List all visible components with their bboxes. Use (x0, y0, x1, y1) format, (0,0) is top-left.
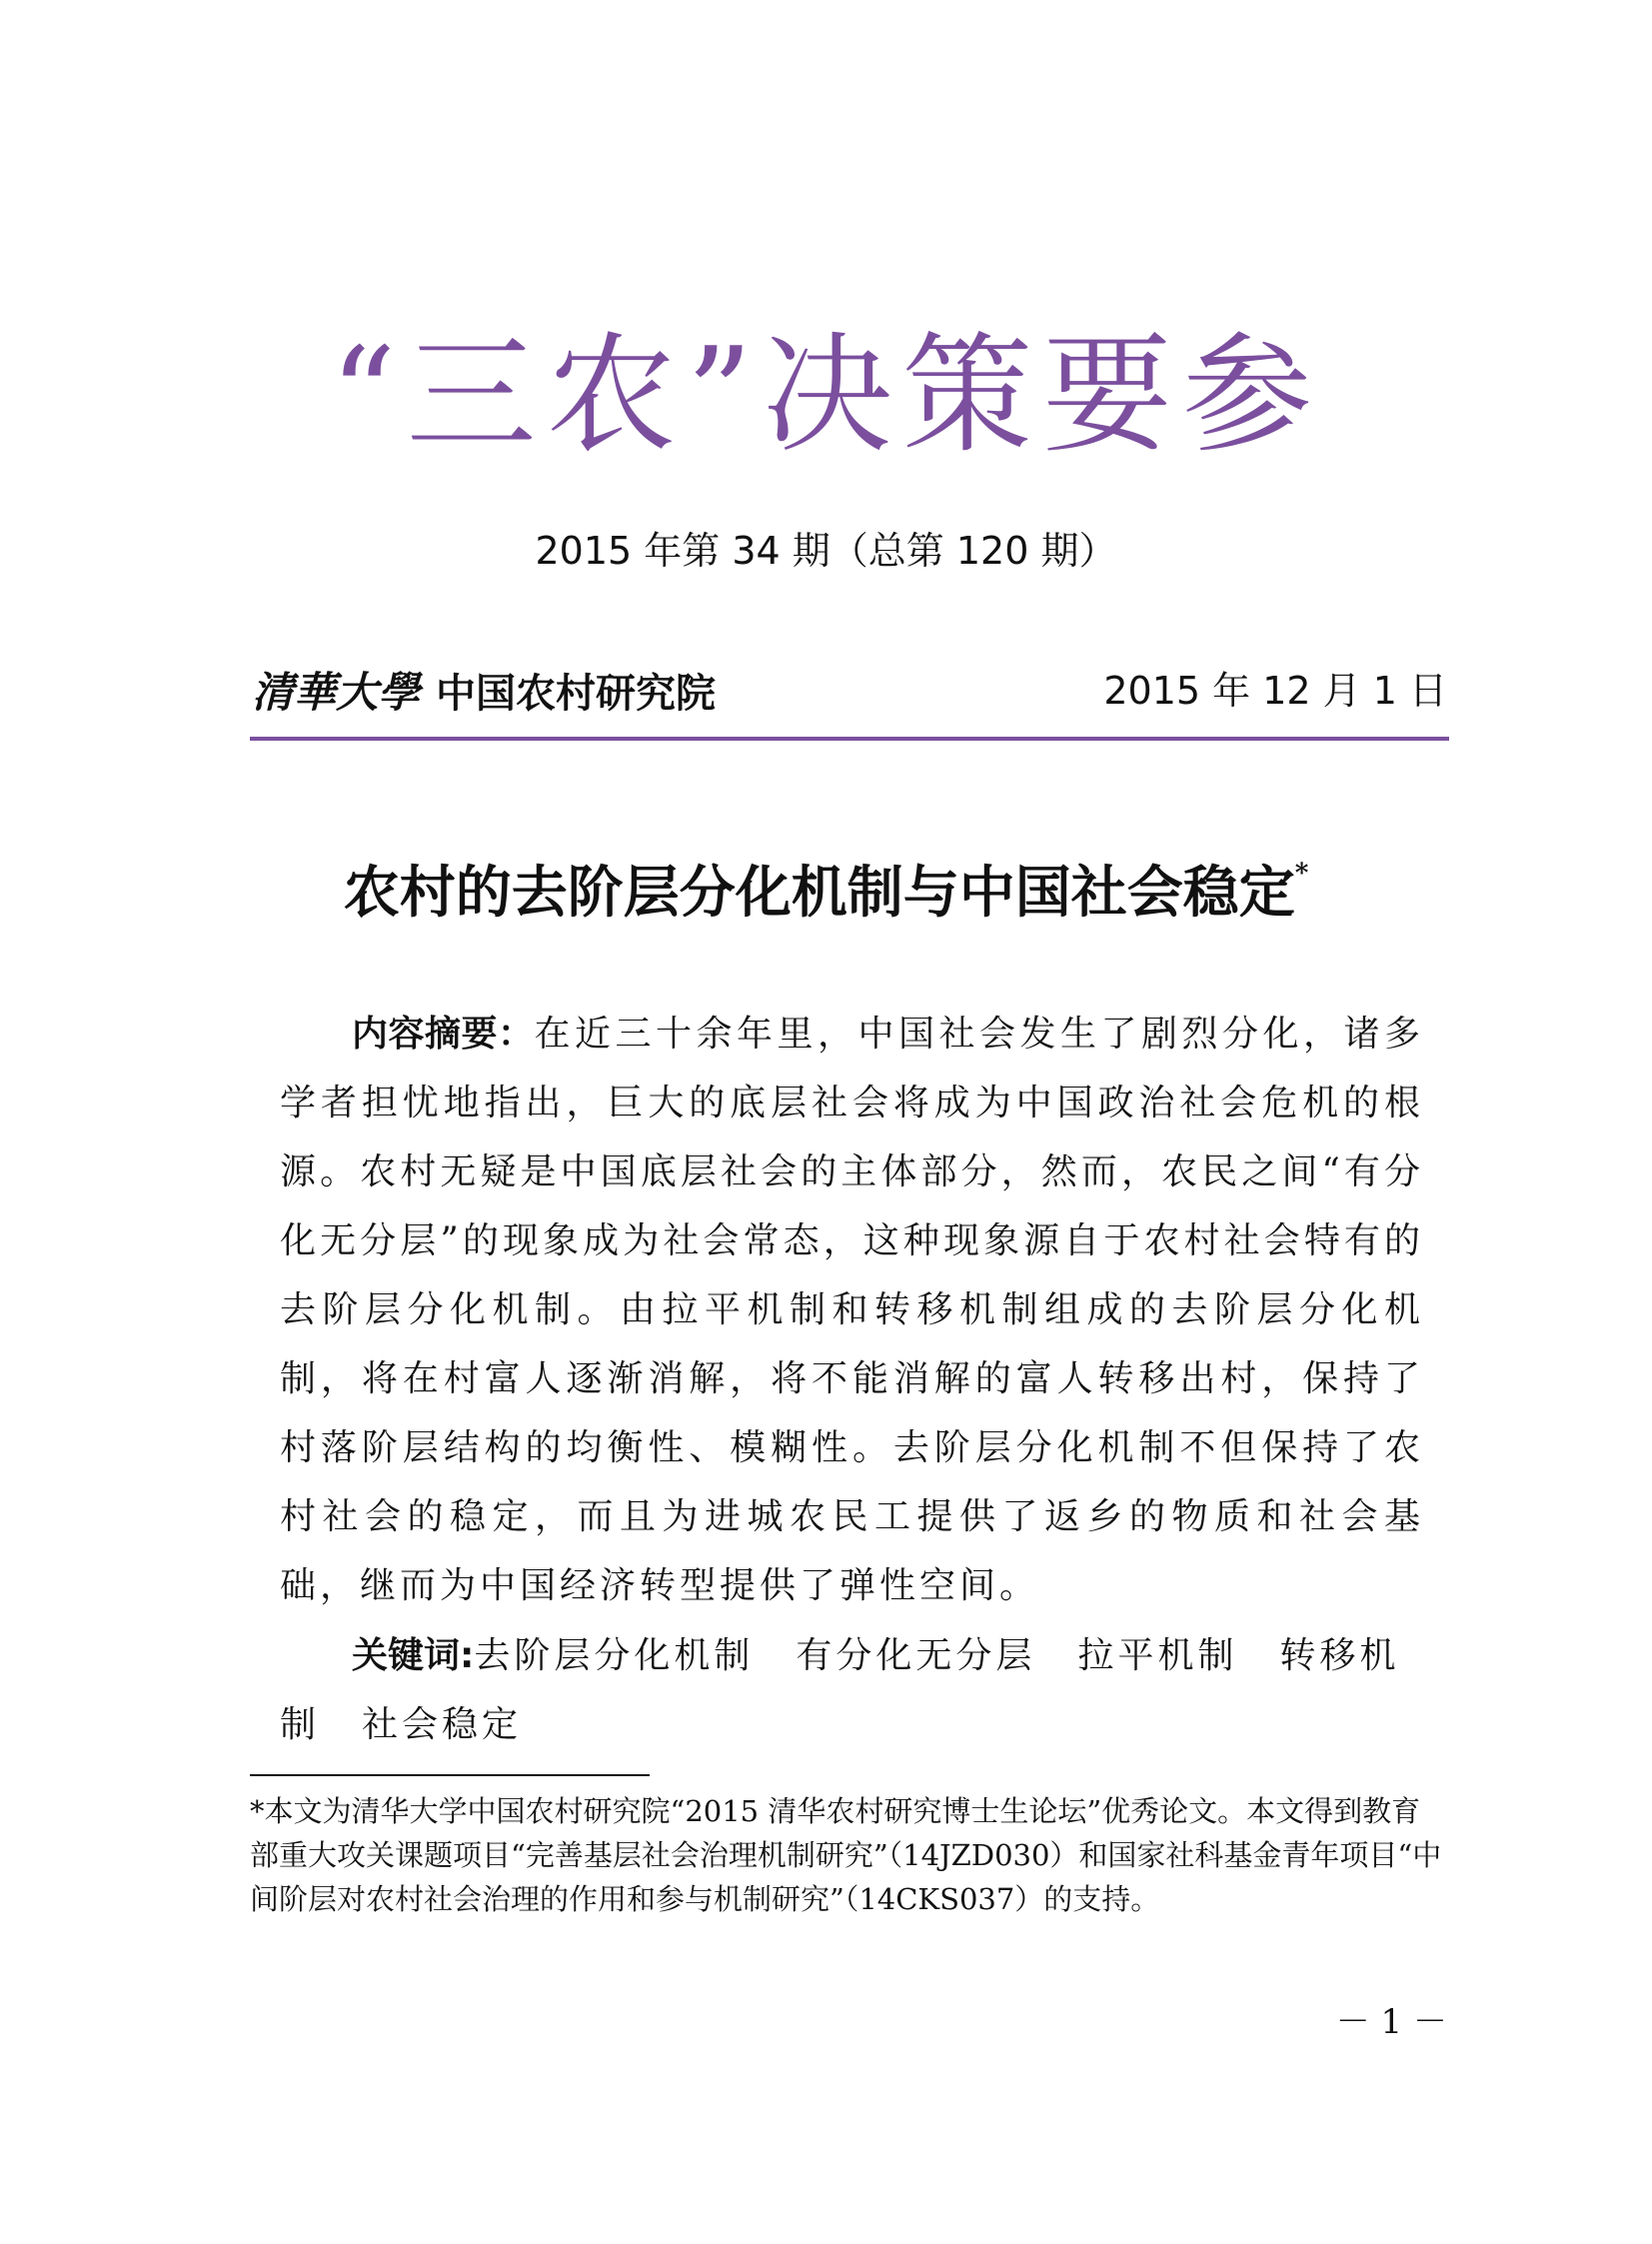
keyword-item: 有分化无分层 (796, 1635, 1036, 1676)
abstract-text: 在近三十余年里，中国社会发生了剧烈分化，诸多学者担忧地指出，巨大的底层社会将成为中国政治社会危机的根源。农村无疑是中国底层社会的主体部分，然而，农民之间“有分化无分层”的现象成为社会常态，这种现象源自于农村社会特有的去阶层分化机制。由拉平机制和转移机制组成的去阶层分化机制，将在村富人逐渐消解，将不能消解的富人转移出村，保持了村落阶层结构的均衡性、模糊性。去阶层分化机制不但保持了农村社会的稳定，而且为进城农民工提供了返乡的物质和社会基础，继而为中国经济转型提供了弹性空间。 (280, 1014, 1424, 1606)
header-rule (250, 737, 1449, 741)
keywords (280, 1621, 1424, 1759)
keyword-item: 拉平机制 (1077, 1635, 1238, 1676)
abstract (280, 1000, 1424, 1620)
footnote-marker: * (1294, 859, 1309, 889)
article-title (0, 859, 1652, 926)
footnote: *本文为清华大学中国农村研究院“2015 清华农村研究博士生论坛”优秀论文。本文得到教育部重大攻关课题项目“完善基层社会治理机制研究”（14JZD030）和国家社科基金青年项目“中间阶层对农村社会治理的作用和参与机制研究”（14CKS037）的支持。 (250, 1794, 1442, 1916)
abstract-label: 内容摘要： (352, 1014, 535, 1055)
page-number: － 1 － (1335, 2002, 1447, 2042)
keyword-item: 社会稳定 (362, 1704, 523, 1745)
issue-number: 2015 年第 34 期（总第 120 期） (535, 529, 1117, 573)
keywords-label: 关键词: (352, 1635, 475, 1676)
footnote-divider (250, 1774, 650, 1776)
keyword-item: 转移机制 (280, 1635, 1400, 1745)
institute-name: 中国农村研究院 (436, 670, 717, 717)
publisher (252, 660, 716, 720)
university-logo-text: 清華大學 (252, 668, 421, 717)
publication-date: 2015 年 12 月 1 日 (1103, 669, 1447, 713)
keyword-item: 去阶层分化机制 (474, 1635, 755, 1676)
masthead-title: “三农”决策要参 (330, 319, 1322, 471)
article-title-text: 农村的去阶层分化机制与中国社会稳定 (343, 860, 1295, 926)
